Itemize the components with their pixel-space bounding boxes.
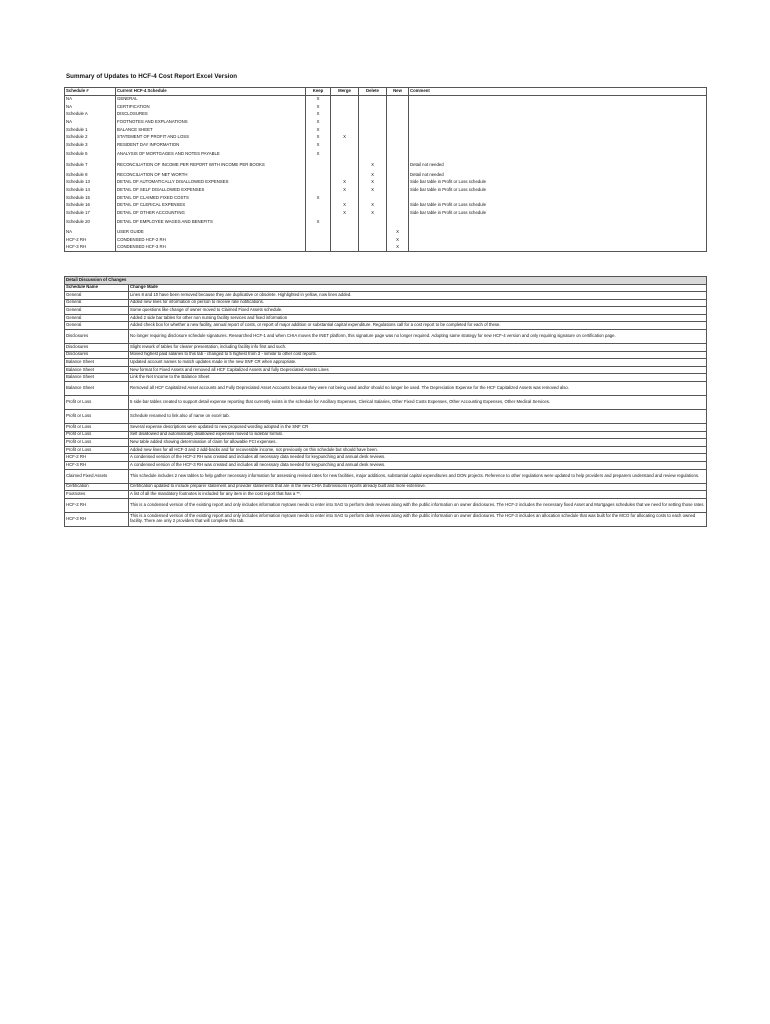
new-cell: X (387, 236, 409, 244)
merge-cell (331, 160, 359, 171)
new-cell (387, 103, 409, 111)
merge-cell: X (331, 179, 359, 187)
detail-row (65, 431, 707, 439)
new-cell (387, 210, 409, 218)
detail-row (65, 446, 707, 454)
detail-section-row (65, 277, 707, 285)
delete-cell (359, 149, 387, 160)
summary-table (64, 87, 707, 252)
header-schedule-name: Schedule Name (65, 284, 129, 292)
keep-cell: X (306, 142, 331, 150)
detail-row (65, 374, 707, 382)
detail-schedule-cell: Disclosures (65, 343, 129, 351)
detail-row (65, 491, 707, 499)
summary-row (65, 217, 707, 228)
header-merge: Merge (331, 88, 359, 96)
delete-cell (359, 244, 387, 252)
schedule-number-cell: Schedule 14 (65, 187, 116, 195)
merge-cell (331, 194, 359, 202)
delete-cell: X (359, 179, 387, 187)
schedule-name-cell: DETAIL OF EMPLOYEE WAGES AND BENEFITS (116, 217, 306, 228)
comment-cell (409, 236, 707, 244)
detail-schedule-cell: Disclosures (65, 351, 129, 359)
detail-row (65, 395, 707, 409)
comment-cell: Side bar table in Profit or Loss schedule (409, 179, 707, 187)
detail-row (65, 343, 707, 351)
comment-cell (409, 119, 707, 127)
delete-cell (359, 103, 387, 111)
delete-cell (359, 134, 387, 142)
detail-change-cell: Lines 8 and 10 have been removed because they are duplicative or obsolete. Highlighted in yellow, now lines added. (129, 292, 707, 300)
comment-cell: Detail not needed (409, 160, 707, 171)
schedule-name-cell: USER GUIDE (116, 228, 306, 236)
schedule-name-cell: BALANCE SHEET (116, 126, 306, 134)
detail-schedule-cell: HCF-3 RH (65, 461, 129, 469)
schedule-name-cell: ANALYSIS OF MORTGAGES AND NOTES PAYABLE (116, 149, 306, 160)
detail-change-cell: Added check box for whether a new facility, annual report of costs, or report of major addition or substantial capital expenditure. Regulations call for a cost report to be completed for each of these. (129, 322, 707, 330)
delete-cell (359, 126, 387, 134)
delete-cell: X (359, 160, 387, 171)
schedule-number-cell: Schedule A (65, 111, 116, 119)
detail-change-cell: No longer requiring disclosure schedule signatures. Researched HCF-1 and when CHIA moves the INET platform, this signature page was no longer required. Adopting same strategy for new HCF-4 version and only requiring signature on certification page. (129, 329, 707, 343)
keep-cell: X (306, 217, 331, 228)
new-cell (387, 126, 409, 134)
schedule-number-cell: Schedule 1 (65, 126, 116, 134)
detail-change-cell: A condensed version of the HCF-3 RH was created and includes all necessary data needed for keypunching and annual desk reviews. (129, 461, 707, 469)
detail-schedule-cell: General (65, 314, 129, 322)
detail-row (65, 366, 707, 374)
header-schedule-number: Schedule # (65, 88, 116, 96)
summary-row (65, 149, 707, 160)
merge-cell: X (331, 187, 359, 195)
detail-section-title: Detail Discussion of Changes (65, 277, 707, 285)
detail-change-cell: A condensed version of the HCF-2 RH was created and includes all necessary data needed for keypunching and annual desk reviews. (129, 454, 707, 462)
schedule-name-cell: CONDENSED HCF-2 RH (116, 236, 306, 244)
detail-row (65, 314, 707, 322)
comment-cell (409, 244, 707, 252)
summary-row (65, 171, 707, 179)
new-cell (387, 134, 409, 142)
detail-row (65, 439, 707, 447)
keep-cell: X (306, 96, 331, 104)
schedule-name-cell: CERTIFICATION (116, 103, 306, 111)
delete-cell (359, 111, 387, 119)
detail-row (65, 329, 707, 343)
comment-cell: Detail not needed (409, 171, 707, 179)
detail-schedule-cell: Balance Sheet (65, 366, 129, 374)
schedule-number-cell: HCF-3 RH (65, 244, 116, 252)
summary-row (65, 103, 707, 111)
new-cell (387, 217, 409, 228)
merge-cell (331, 103, 359, 111)
detail-row (65, 483, 707, 491)
detail-change-cell: A list of all the mandatory footnotes is included for any item in the cost report that has a **. (129, 491, 707, 499)
schedule-name-cell: DISCLOSURES (116, 111, 306, 119)
delete-cell (359, 119, 387, 127)
detail-schedule-cell: HCF-2 RH (65, 454, 129, 462)
schedule-name-cell: DETAIL OF CLAIMED FIXED COSTS (116, 194, 306, 202)
merge-cell (331, 149, 359, 160)
new-cell: X (387, 244, 409, 252)
keep-cell (306, 244, 331, 252)
summary-row (65, 236, 707, 244)
detail-schedule-cell: Certification (65, 483, 129, 491)
delete-cell: X (359, 210, 387, 218)
schedule-name-cell: RECONCILIATION OF NET WORTH (116, 171, 306, 179)
merge-cell (331, 96, 359, 104)
delete-cell (359, 217, 387, 228)
merge-cell: X (331, 210, 359, 218)
schedule-name-cell: CONDENSED HCF-3 RH (116, 244, 306, 252)
keep-cell (306, 228, 331, 236)
summary-row (65, 111, 707, 119)
summary-row (65, 142, 707, 150)
header-keep: Keep (306, 88, 331, 96)
detail-row (65, 423, 707, 431)
merge-cell (331, 244, 359, 252)
summary-row (65, 96, 707, 104)
comment-cell (409, 126, 707, 134)
detail-schedule-cell: General (65, 322, 129, 330)
merge-cell (331, 126, 359, 134)
schedule-name-cell: FOOTNOTES AND EXPLANATIONS (116, 119, 306, 127)
delete-cell (359, 194, 387, 202)
keep-cell: X (306, 126, 331, 134)
detail-schedule-cell: Footnotes (65, 491, 129, 499)
detail-row (65, 512, 707, 526)
comment-cell (409, 228, 707, 236)
new-cell (387, 179, 409, 187)
keep-cell (306, 187, 331, 195)
new-cell (387, 149, 409, 160)
detail-change-cell: 5 side bar tables created to support detail expense reporting that currently exists in the schedule for Ancillary Expenses, Clerical Salaries, Other Fixed Costs Expenses, Other Accounting Expenses, Other Medical Services. (129, 395, 707, 409)
detail-change-cell: Schedule renamed to link also of name on excel tab. (129, 409, 707, 423)
detail-row (65, 454, 707, 462)
delete-cell (359, 96, 387, 104)
detail-change-cell: Certification updated to include preparer statement and provider statements that are in the new CHIA Submissions reports already built and more extensive. (129, 483, 707, 491)
detail-schedule-cell: Disclosures (65, 329, 129, 343)
detail-change-cell: New format for Fixed Assets and removed all HCF Capitalized Assets and fully Depreciated Assets Lines (129, 366, 707, 374)
summary-row (65, 160, 707, 171)
detail-schedule-cell: Claimed Fixed Assets (65, 469, 129, 483)
schedule-number-cell: Schedule 2 (65, 134, 116, 142)
schedule-number-cell: Schedule 13 (65, 179, 116, 187)
keep-cell (306, 179, 331, 187)
detail-row (65, 498, 707, 512)
merge-cell (331, 111, 359, 119)
detail-row (65, 409, 707, 423)
new-cell (387, 160, 409, 171)
summary-row (65, 210, 707, 218)
delete-cell (359, 142, 387, 150)
detail-schedule-cell: Balance Sheet (65, 381, 129, 395)
comment-cell (409, 96, 707, 104)
schedule-number-cell: Schedule 17 (65, 210, 116, 218)
detail-row (65, 307, 707, 315)
new-cell (387, 142, 409, 150)
detail-row (65, 381, 707, 395)
schedule-name-cell: DETAIL OF SELF DISALLOWED EXPENSES (116, 187, 306, 195)
schedule-name-cell: DETAIL OF CLERICAL EXPENSES (116, 202, 306, 210)
detail-change-cell: Added 2 side bar tables for other non nursing facility services and fixed information (129, 314, 707, 322)
detail-schedule-cell: HCF-3 RH (65, 512, 129, 526)
detail-row (65, 322, 707, 330)
delete-cell: X (359, 202, 387, 210)
comment-cell (409, 134, 707, 142)
detail-schedule-cell: Profit or Loss (65, 423, 129, 431)
merge-cell: X (331, 202, 359, 210)
schedule-number-cell: Schedule 3 (65, 142, 116, 150)
schedule-number-cell: Schedule 20 (65, 217, 116, 228)
detail-schedule-cell: Profit or Loss (65, 409, 129, 423)
summary-row (65, 187, 707, 195)
detail-change-cell: Added new lines for information on person to receive rate notifications. (129, 299, 707, 307)
header-new: New (387, 88, 409, 96)
schedule-number-cell: Schedule 15 (65, 194, 116, 202)
schedule-number-cell: Schedule 8 (65, 171, 116, 179)
comment-cell (409, 103, 707, 111)
detail-schedule-cell: HCF-2 RH (65, 498, 129, 512)
schedule-number-cell: NA (65, 119, 116, 127)
header-delete: Delete (359, 88, 387, 96)
schedule-name-cell: RESIDENT DAY INFORMATION (116, 142, 306, 150)
detail-schedule-cell: General (65, 307, 129, 315)
detail-schedule-cell: Balance Sheet (65, 359, 129, 367)
detail-change-cell: This is a condensed version of the existing report and only includes information mytown needs to enter into SAG to perform desk reviews along with the public information on owner disclosures. The HCF-3 includes an allocation schedule that was built for the MCO for allocating costs to each owned facility. There are only 2 providers that will complete this tab. (129, 512, 707, 526)
comment-cell (409, 111, 707, 119)
detail-schedule-cell: Balance Sheet (65, 374, 129, 382)
summary-header-row (65, 88, 707, 96)
detail-schedule-cell: Profit or Loss (65, 431, 129, 439)
comment-cell: Side bar table in Profit or Loss schedule (409, 202, 707, 210)
schedule-number-cell: NA (65, 228, 116, 236)
summary-row (65, 126, 707, 134)
comment-cell (409, 149, 707, 160)
summary-row (65, 119, 707, 127)
schedule-name-cell: GENERAL (116, 96, 306, 104)
new-cell (387, 202, 409, 210)
keep-cell: X (306, 119, 331, 127)
delete-cell (359, 236, 387, 244)
keep-cell (306, 171, 331, 179)
comment-cell (409, 217, 707, 228)
summary-row (65, 194, 707, 202)
detail-change-cell: Self disallowed and automatically disallowed expenses moved to sidebar format. (129, 431, 707, 439)
detail-schedule-cell: General (65, 299, 129, 307)
merge-cell (331, 217, 359, 228)
page-title: Summary of Updates to HCF-4 Cost Report Excel Version (66, 73, 238, 80)
comment-cell (409, 194, 707, 202)
detail-schedule-cell: Profit or Loss (65, 439, 129, 447)
keep-cell (306, 202, 331, 210)
header-comment: Comment (409, 88, 707, 96)
schedule-name-cell: DETAIL OF AUTOMATICALLY DISALLOWED EXPENSES (116, 179, 306, 187)
delete-cell: X (359, 171, 387, 179)
keep-cell: X (306, 103, 331, 111)
new-cell (387, 119, 409, 127)
schedule-number-cell: Schedule 5 (65, 149, 116, 160)
summary-row (65, 134, 707, 142)
header-current-schedule: Current HCF-4 Schedule (116, 88, 306, 96)
detail-change-cell: This is a condensed version of the existing report and only includes information mytown needs to enter into SAG to perform desk reviews along with the public information on owner disclosures. The HCF-2 includes the necessary fixed Asset and Mortgages schedules that we need for setting those rates. (129, 498, 707, 512)
detail-row (65, 299, 707, 307)
detail-schedule-cell: Profit or Loss (65, 446, 129, 454)
merge-cell (331, 142, 359, 150)
detail-change-cell: Removed all HCF Capitalized Asset accounts and Fully Depreciated Asset Accounts because they were not being used and/or should no longer be used. The Depreciation Expense for the HCF Capitalized Assets was removed also. (129, 381, 707, 395)
header-change-made: Change Made (129, 284, 707, 292)
new-cell (387, 194, 409, 202)
detail-change-cell: Several expense descriptions were updated to new proposed wording adopted in the SNF CR (129, 423, 707, 431)
new-cell: X (387, 228, 409, 236)
keep-cell: X (306, 111, 331, 119)
detail-row (65, 469, 707, 483)
new-cell (387, 111, 409, 119)
detail-schedule-cell: Profit or Loss (65, 395, 129, 409)
keep-cell (306, 236, 331, 244)
detail-row (65, 359, 707, 367)
summary-row (65, 244, 707, 252)
schedule-number-cell: Schedule 7 (65, 160, 116, 171)
detail-row (65, 351, 707, 359)
schedule-name-cell: STATEMENT OF PROFIT AND LOSS (116, 134, 306, 142)
detail-change-cell: Moved highest paid salaries to this tab - changed to 5 highest from 3 - similar to other cost reports. (129, 351, 707, 359)
detail-row (65, 292, 707, 300)
detail-change-cell: Added new lines for all HCF-3 and 2 add-backs and for recoverable income, not previously on this schedule but should have been. (129, 446, 707, 454)
keep-cell (306, 160, 331, 171)
schedule-name-cell: DETAIL OF OTHER ACCOUNTING (116, 210, 306, 218)
new-cell (387, 187, 409, 195)
merge-cell (331, 171, 359, 179)
schedule-number-cell: HCF-2 RH (65, 236, 116, 244)
summary-row (65, 228, 707, 236)
detail-change-cell: Some questions like change of owner moved to Claimed Fixed Assets schedule. (129, 307, 707, 315)
comment-cell: Side bar table in Profit or Loss schedule (409, 187, 707, 195)
schedule-number-cell: NA (65, 103, 116, 111)
keep-cell: X (306, 134, 331, 142)
schedule-number-cell: Schedule 16 (65, 202, 116, 210)
detail-change-cell: Link the Net Income to the Balance Sheet (129, 374, 707, 382)
comment-cell (409, 142, 707, 150)
summary-row (65, 202, 707, 210)
merge-cell (331, 228, 359, 236)
merge-cell: X (331, 134, 359, 142)
detail-schedule-cell: General (65, 292, 129, 300)
detail-table (64, 276, 707, 527)
summary-row (65, 179, 707, 187)
keep-cell: X (306, 149, 331, 160)
new-cell (387, 171, 409, 179)
detail-change-cell: This schedule includes 2 new tables to help gather necessary information for assessing revised rates for new facilities, major additions, substantial capital expenditures and DON projects. Reference to other regulations were updated to help providers and preparers understand and review regulations. (129, 469, 707, 483)
detail-header-row (65, 284, 707, 292)
merge-cell (331, 236, 359, 244)
detail-row (65, 461, 707, 469)
new-cell (387, 96, 409, 104)
detail-change-cell: Slight rework of tables for clearer presentation, including facility info first and such. (129, 343, 707, 351)
comment-cell: Side bar table in Profit or Loss schedule (409, 210, 707, 218)
merge-cell (331, 119, 359, 127)
keep-cell: X (306, 194, 331, 202)
schedule-name-cell: RECONCILIATION OF INCOME PER REPORT WITH INCOME PER BOOKS (116, 160, 306, 171)
detail-change-cell: Updated account names to match updates made in the new SNF CR when appropriate. (129, 359, 707, 367)
delete-cell: X (359, 187, 387, 195)
schedule-number-cell: NA (65, 96, 116, 104)
delete-cell (359, 228, 387, 236)
detail-change-cell: New table added showing determination of claim for allowable FCI expenses. (129, 439, 707, 447)
keep-cell (306, 210, 331, 218)
